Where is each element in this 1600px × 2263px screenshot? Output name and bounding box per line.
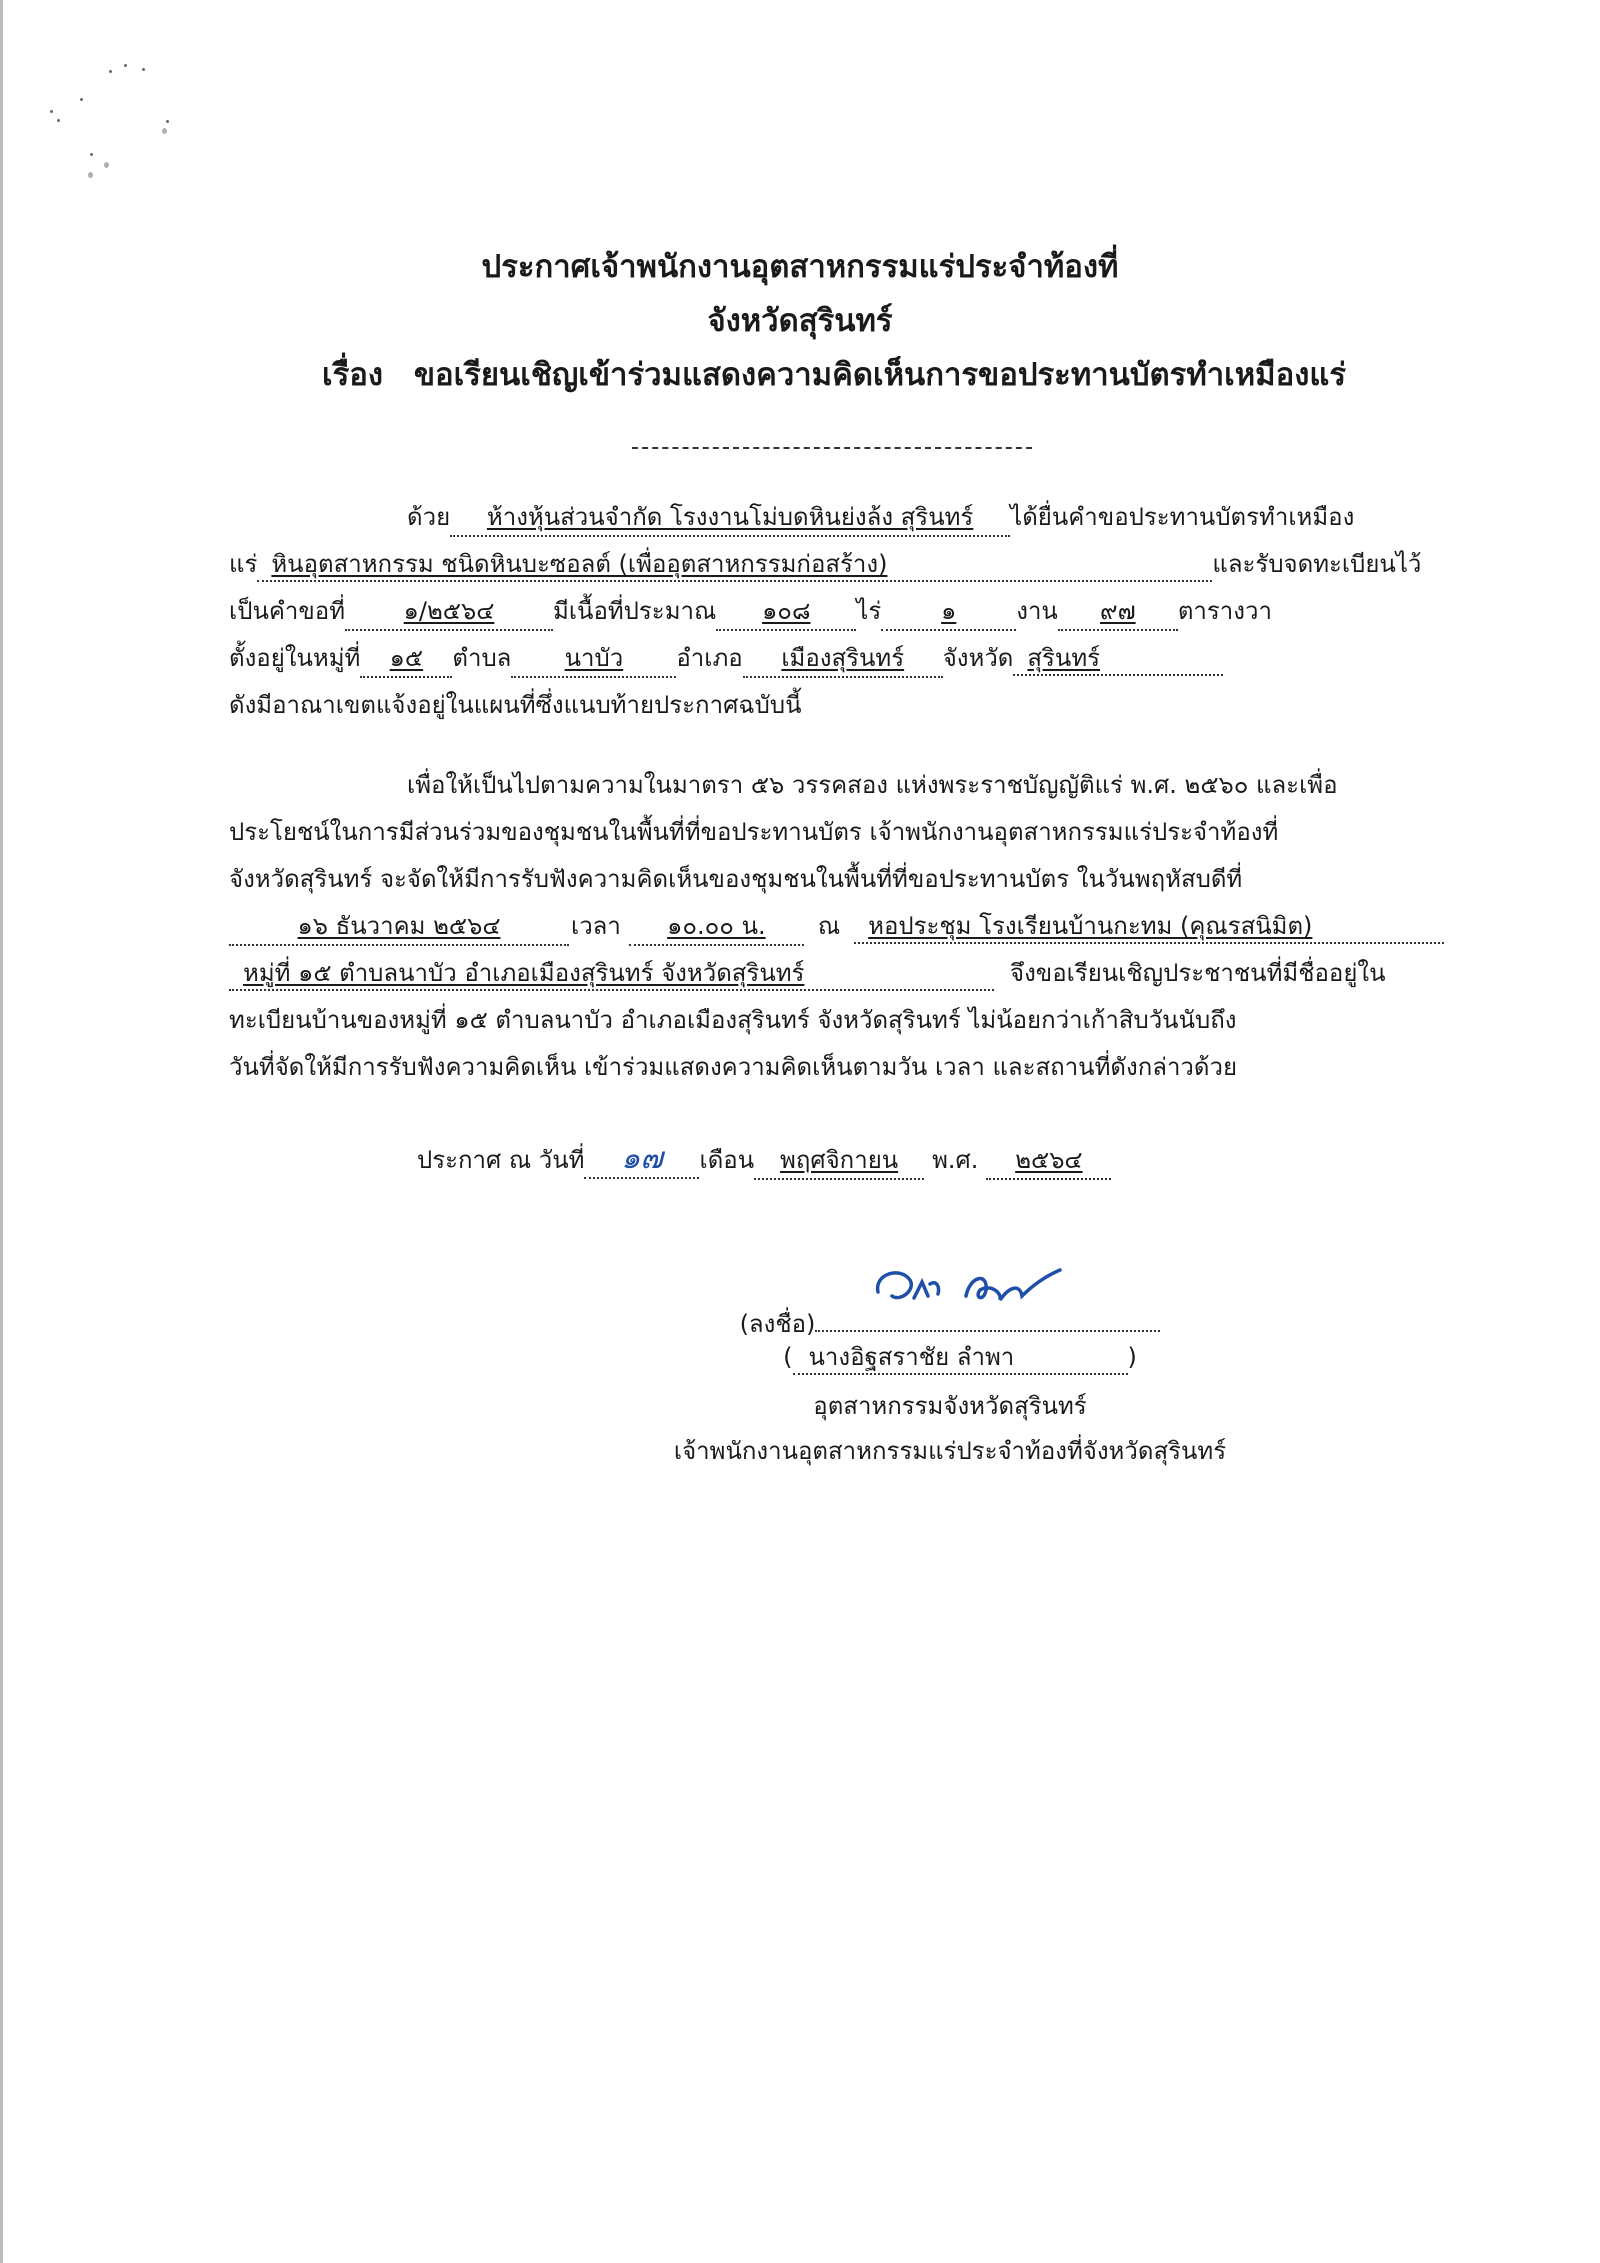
title-line-1: ประกาศเจ้าพนักงานอุตสาหกรรมแร่ประจำท้องที่ (481, 249, 1119, 285)
row-closing: ดังมีอาณาเขตแจ้งอยู่ในแผนที่ซึ่งแนบท้ายประกาศฉบับนี้ (229, 691, 802, 719)
hearing-line-7: วันที่จัดให้มีการรับฟังความคิดเห็น เข้าร่วมแสดงความคิดเห็นตามวัน เวลา และสถานที่ดังกล่าวด้วย (229, 1053, 1238, 1081)
field-moo: ๑๕ (360, 640, 452, 678)
label-by: ด้วย (407, 503, 451, 531)
row-applicant (407, 495, 1354, 540)
label-moo: ตั้งอยู่ในหมู่ที่ (229, 644, 361, 672)
hearing-line-3: จังหวัดสุรินทร์ จะจัดให้มีการรับฟังความคิดเห็นของชุมชนในพื้นที่ที่ขอประทานบัตร ในวันพฤหัสบดีที่ (229, 865, 1243, 893)
hearing-line-2: ประโยชน์ในการมีส่วนร่วมของชุมชนในพื้นที่ที่ขอประทานบัตร เจ้าพนักงานอุตสาหกรรมแร่ประจำท้องที่ (229, 818, 1279, 846)
hearing-line-1: เพื่อให้เป็นไปตามความในมาตรา ๕๖ วรรคสอง แห่งพระราชบัญญัติแร่ พ.ศ. ๒๕๖๐ และเพื่อ (407, 771, 1338, 799)
label-province: จังหวัด (942, 644, 1014, 672)
label-mineral: แร่ (229, 550, 258, 578)
field-area-rai: ๑๐๘ (716, 593, 856, 631)
row-location (229, 636, 1223, 681)
field-applicant: ห้างหุ้นส่วนจำกัด โรงงานโม่บดหินย่งล้ง สุรินทร์ (450, 499, 1010, 537)
field-year: ๒๕๖๔ (986, 1142, 1111, 1180)
field-province: สุรินทร์ (1013, 640, 1223, 676)
field-request-no: ๑/๒๕๖๔ (345, 593, 553, 631)
label-signed: (ลงชื่อ) (739, 1310, 816, 1338)
label-filed: ได้ยื่นคำขอประทานบัตรทำเหมือง (1010, 503, 1355, 531)
handwritten-day: ๑๗ (621, 1141, 663, 1176)
field-month: พฤศจิกายน (754, 1142, 924, 1180)
field-signatory-name: นางอิฐสราชัย ลำพา (793, 1339, 1128, 1375)
label-amphoe: อำเภอ (676, 644, 743, 672)
hearing-line-5: หมู่ที่ ๑๕ ตำบลนาบัว อำเภอเมืองสุรินทร์ จังหวัดสุรินทร์ จึงขอเรียนเชิญประชาชนที่มีชื่ออยู่ใน (229, 951, 1386, 996)
label-month: เดือน (699, 1146, 755, 1174)
hearing-line-4 (229, 904, 1444, 949)
document-header (0, 240, 1600, 402)
signatory-position-1: อุตสาหกรรมจังหวัดสุรินทร์ (813, 1392, 1087, 1420)
name-line: ( นางอิฐสราชัย ลำพา ) (620, 1339, 1300, 1384)
field-area-ngan: ๑ (881, 593, 1016, 631)
label-announced: ประกาศ ณ วันที่ (417, 1146, 585, 1174)
field-hearing-date: ๑๖ ธันวาคม ๒๕๖๔ (229, 908, 569, 946)
field-venue-address: หมู่ที่ ๑๕ ตำบลนาบัว อำเภอเมืองสุรินทร์ จังหวัดสุรินทร์ (229, 955, 994, 991)
signature-block (600, 1294, 1300, 1474)
label-wa: ตารางวา (1177, 597, 1272, 625)
signed-line (600, 1294, 1300, 1339)
row-request-area (229, 589, 1272, 634)
label-time: เวลา (571, 912, 621, 940)
field-day (584, 1141, 699, 1179)
field-venue: หอประชุม โรงเรียนบ้านกะทม (คุณรสนิมิต) (854, 908, 1444, 944)
title-line-2: จังหวัดสุรินทร์ (707, 303, 893, 339)
label-at: ณ (817, 912, 841, 940)
signatory-position-2: เจ้าพนักงานอุตสาหกรรมแร่ประจำท้องที่จังหวัดสุรินทร์ (673, 1437, 1227, 1465)
label-year: พ.ศ. (932, 1146, 979, 1174)
header-separator (632, 447, 1032, 449)
subject-text: ขอเรียนเชิญเข้าร่วมแสดงความคิดเห็นการขอประทานบัตรทำเหมืองแร่ (413, 357, 1347, 393)
field-area-wa: ๙๗ (1058, 593, 1178, 631)
row-mineral (229, 542, 1421, 587)
field-signature (815, 1294, 1160, 1332)
field-mineral: หินอุตสาหกรรม ชนิดหินบะซอลต์ (เพื่ออุตสาหกรรมก่อสร้าง) (257, 546, 1212, 582)
field-hearing-time: ๑๐.๐๐ น. (629, 908, 804, 946)
label-ngan: งาน (1016, 597, 1058, 625)
subject-label: เรื่อง (322, 357, 384, 393)
label-area: มีเนื้อที่ประมาณ (553, 597, 717, 625)
label-rai: ไร่ (856, 597, 882, 625)
field-tambon: นาบัว (511, 640, 676, 678)
label-tambon: ตำบล (452, 644, 512, 672)
label-registered: และรับจดทะเบียนไว้ (1212, 550, 1422, 578)
field-amphoe: เมืองสุรินทร์ (743, 640, 943, 678)
label-request-no: เป็นคำขอที่ (229, 597, 346, 625)
subject-line (0, 348, 1600, 402)
hearing-line-6: ทะเบียนบ้านของหมู่ที่ ๑๕ ตำบลนาบัว อำเภอเมืองสุรินทร์ จังหวัดสุรินทร์ ไม่น้อยกว่าเก้าสิบวันนับถึง (229, 1006, 1237, 1034)
